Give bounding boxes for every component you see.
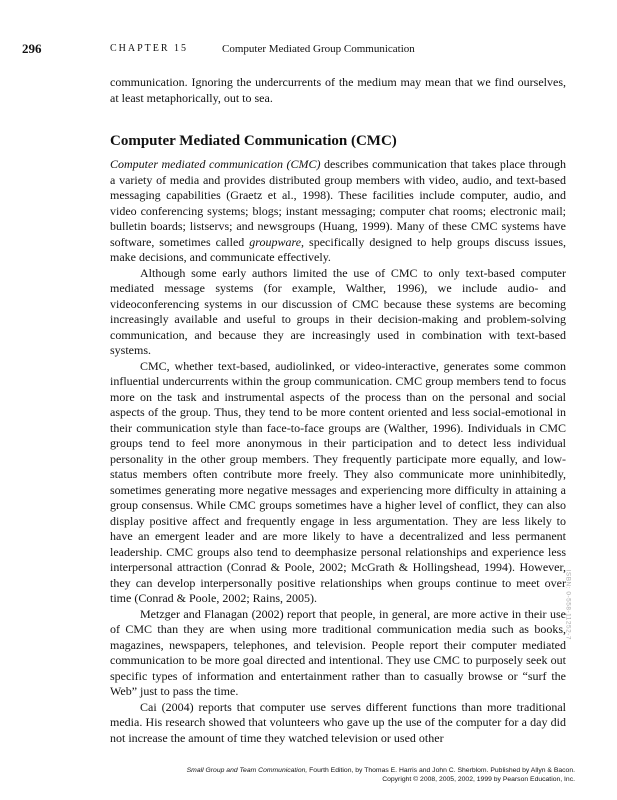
paragraph-2: Although some early authors limited the use of CMC to only text-based computer mediated message systems (for example, Walther, 1996), we include audio- and videoconferencing systems in our discussion of CMC because these systems are becoming increasingly available and useful to groups in their decision-making and problem-solving communication, and because they are increasingly used in combination with text-based systems. — [110, 265, 566, 357]
section-heading: Computer Mediated Communication (CMC) — [110, 133, 397, 149]
intro-paragraph: communication. Ignoring the undercurrents of the medium may mean that we find ourselves, at least metaphorically, out to sea. — [110, 75, 566, 105]
paragraph-4: Metzger and Flanagan (2002) report that people, in general, are more active in their use of CMC than they are when using more traditional communication media such as books, magazines, newspapers, telephones, and television. People report their computer mediated communication to be more goal directed and intentional. They use CMC to purposely seek out specific types of information and entertainment rather than to casually browse or “surf the Web” just to pass the time. — [110, 606, 566, 698]
cmc-term: Computer mediated communication (CMC) — [110, 157, 321, 171]
groupware-term: groupware, — [249, 234, 305, 249]
footer-line-1 — [105, 766, 575, 775]
footer-book-title: Small Group and Team Communication, — [186, 767, 308, 774]
chapter-title: Computer Mediated Group Communication — [222, 43, 415, 55]
paragraph-5: Cai (2004) reports that computer use serves different functions than more traditional media. His research showed that volunteers who gave up the use of the computer for a day did not increase the amount of time they watched television or used other — [110, 699, 566, 745]
page-number: 296 — [22, 41, 42, 56]
copyright-footer — [105, 766, 575, 784]
footer-line-2: Copyright © 2008, 2005, 2002, 1999 by Pearson Education, Inc. — [382, 776, 575, 783]
chapter-label: CHAPTER 15 — [110, 43, 189, 54]
paragraph-1-text-a: describes communication that takes place through a variety of media and provides distributed group members with video, audio, and text-based messaging capabilities (Graetz et al., 1998). These facilities include computer, audio, and video conferencing systems; blogs; instant messaging; computer chat rooms; electronic mail; bulletin boards; listservs; and newsgroups (Huang, 1999). Many of these CMC systems have software, sometimes called — [110, 157, 567, 249]
footer-edition-text: Fourth Edition, by Thomas E. Harris and John C. Sherblom. Published by Allyn & Bacon. — [307, 767, 575, 774]
main-text — [110, 75, 566, 746]
paragraph-3: CMC, whether text-based, audiolinked, or video-interactive, generates some common influential undercurrents within the group communication. CMC group members tend to focus more on the task and instrumental aspects of the process than on the personal and social aspects of the group. Thus, they tend to be more content oriented and less social-emotional in their communication style than face-to-face groups are (Walther, 1996). Individuals in CMC groups tend to feel more anonymous in their participation and to detect less individual personality in the other group members. They frequently participate more equally, and low-status members often contribute more freely. They also communicate more uninhibitedly, sometimes generating more negative messages and experiencing more difficulty in attaining a group consensus. While CMC groups sometimes have a higher level of conflict, they can also display positive affect and frequently engage in less argumentation. They are less likely to have an emergent leader and are more likely to have a decentralized and less permanent leadership. CMC groups also tend to deemphasize personal relationships and experience less interpersonal attraction (Conrad & Poole, 2002; McGrath & Hollingshead, 1994). However, they can develop interpersonally positive relationships when groups continue to meet over time (Conrad & Poole, 2002; Rains, 2005). — [110, 358, 566, 605]
paragraph-1-text-b: specifically designed to help groups discuss issues, make decisions, and communicate effectively. — [110, 234, 566, 264]
paragraph-1 — [110, 157, 566, 266]
isbn-watermark: ISBN: 0-558-11252-7 — [564, 569, 571, 640]
